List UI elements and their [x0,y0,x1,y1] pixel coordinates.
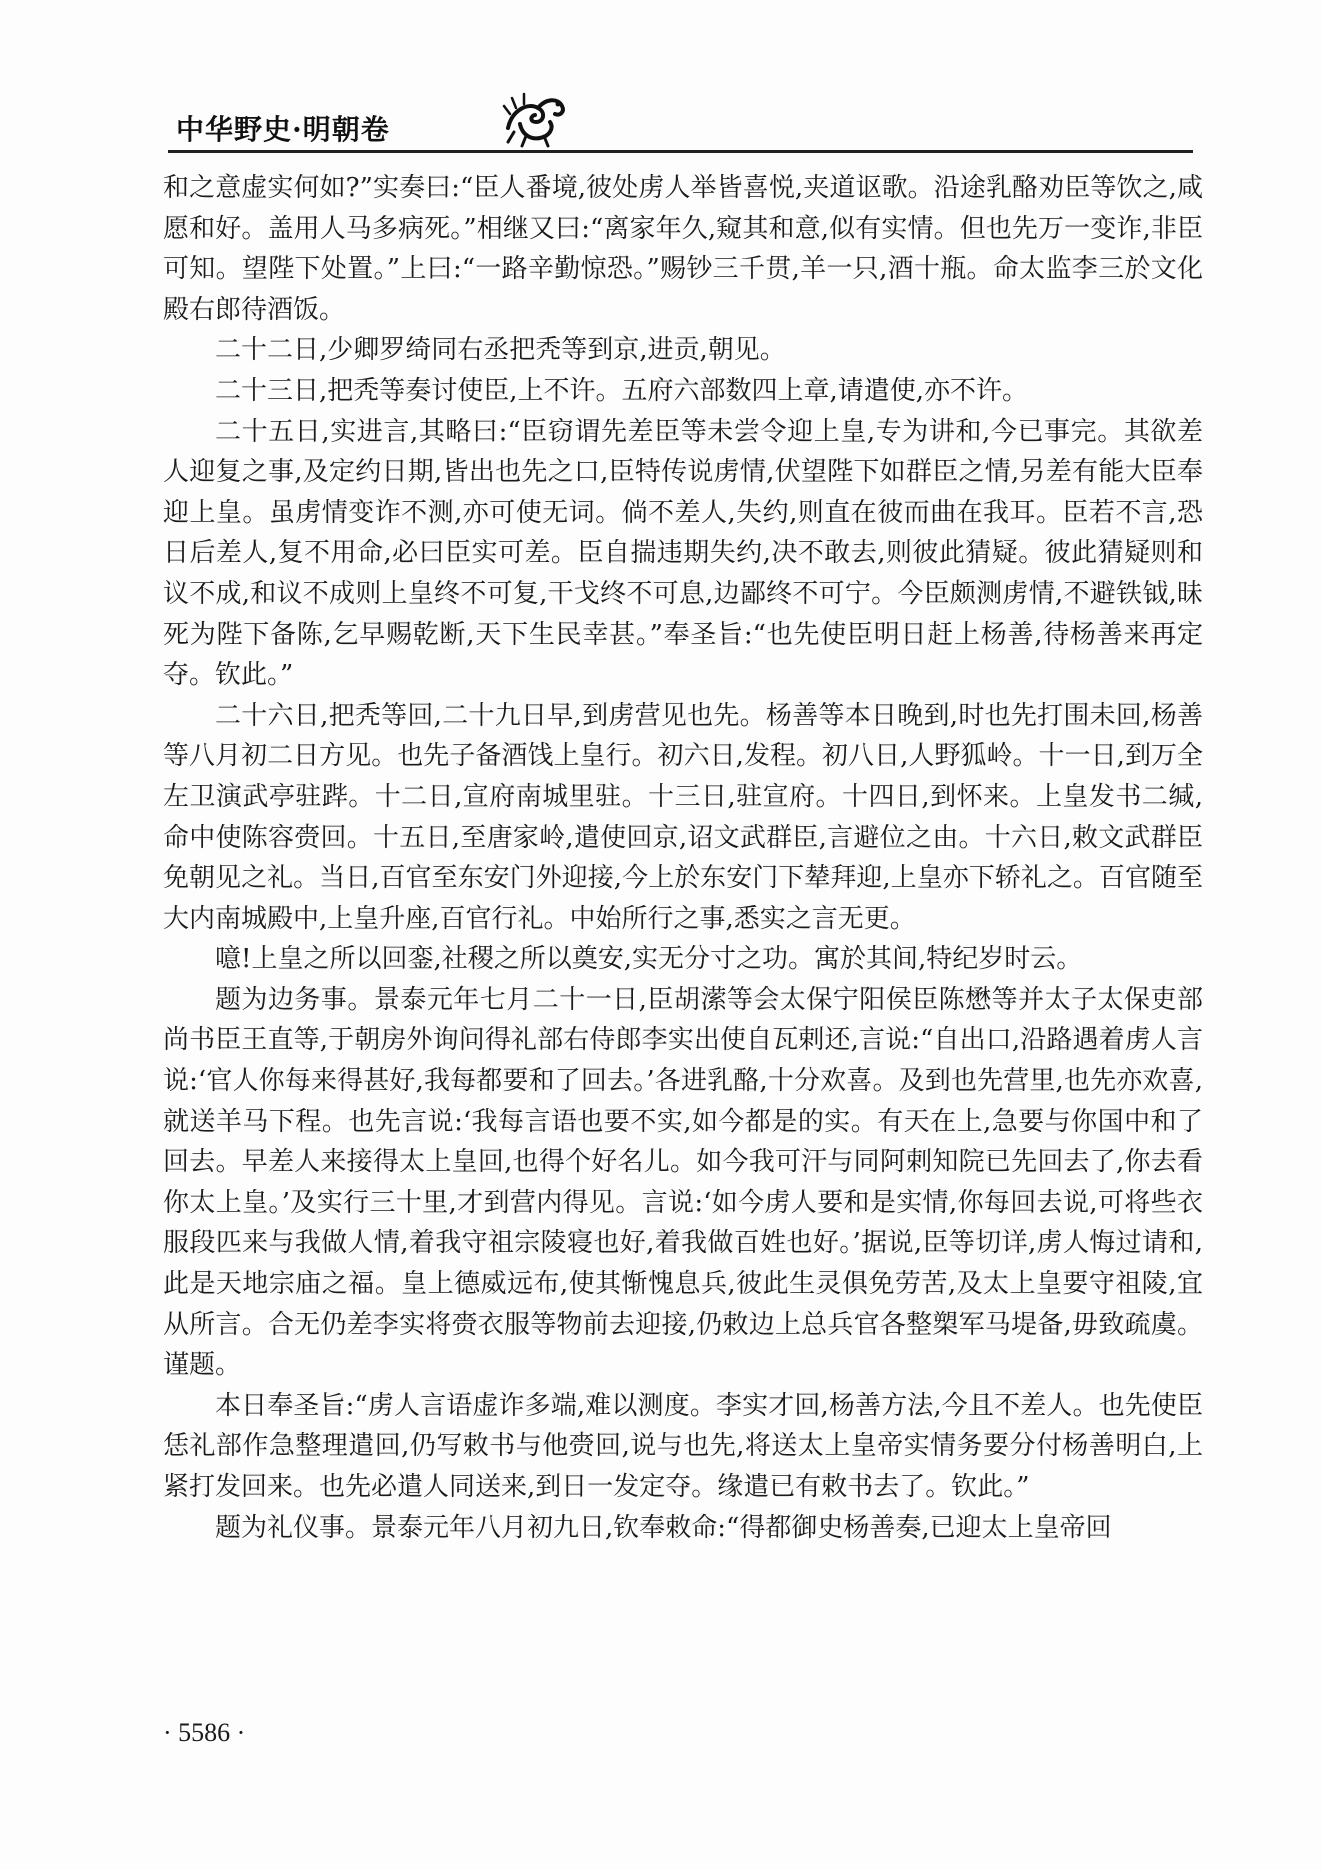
paragraph: 和之意虚实何如?”实奏曰:“臣人番境,彼处虏人举皆喜悦,夹道讴歌。沿途乳酪劝臣等饮之,咸愿和好。盖用人马多病死。”相继又曰:“离家年久,窥其和意,似有实情。但也先万一变诈,非臣可知。望陛下处置。”上曰:“一路辛勤惊恐。”赐钞三千贯,羊一只,酒十瓶。命太监李三於文化殿右郎待酒饭。 [163,173,1203,325]
page-number: · 5586 · [163,1718,246,1747]
paragraph: 二十三日,把秃等奏讨使臣,上不许。五府六部数四上章,请遣使,亦不许。 [215,375,1029,406]
paragraph: 二十二日,少卿罗绮同右丞把秃等到京,进贡,朝见。 [215,335,786,366]
header-rule [168,150,1193,153]
body-text [163,168,1203,1548]
paragraph: 噫!上皇之所以回銮,社稷之所以奠安,实无分寸之功。寓於其间,特纪岁时云。 [215,944,1083,975]
dragon-emblem-icon [500,88,570,148]
paragraph: 二十五日,实进言,其略曰:“臣窃谓先差臣等未尝令迎上皇,专为讲和,今已事完。其欲差人迎复之事,及定约日期,皆出也先之口,臣特传说虏情,伏望陛下如群臣之情,另差有能大臣奉迎上皇。虽虏情变诈不测,亦可使无词。倘不差人,失约,则直在彼而曲在我耳。臣若不言,恐日后差人,复不用命,必曰臣实可差。臣自揣违期失约,决不敢去,则彼此猜疑。彼此猜疑则和议不成,和议不成则上皇终不可复,干戈终不可息,边鄙终不可宁。今臣颇测虏情,不避铁钺,昧死为陛下备陈,乞早赐乾断,天下生民幸甚。”奉圣旨:“也先使臣明日赶上杨善,待杨善来再定夺。钦此。” [163,416,1203,691]
paragraph: 本日奉圣旨:“虏人言语虚诈多端,难以测度。李实才回,杨善方法,今且不差人。也先使臣恁礼部作急整理遣回,仍写敕书与他赍回,说与也先,将送太上皇帝实情务要分付杨善明白,上紧打发回来。也先必遣人同送来,到日一发定夺。缘遣已有敕书去了。钦此。” [163,1390,1203,1502]
series-title: 中华野史·明朝卷 [176,113,390,146]
paragraph: 二十六日,把秃等回,二十九日早,到虏营见也先。杨善等本日晚到,时也先打围未回,杨善等八月初二日方见。也先子备酒饯上皇行。初六日,发程。初八日,人野狐岭。十一日,到万全左卫演武亭驻跸。十二日,宣府南城里驻。十三日,驻宣府。十四日,到怀来。上皇发书二缄,命中使陈容赍回。十五日,至唐家岭,遣使回京,诏文武群臣,言避位之由。十六日,敕文武群臣免朝见之礼。当日,百官至东安门外迎接,今上於东安门下辇拜迎,上皇亦下轿礼之。百官随至大内南城殿中,上皇升座,百官行礼。中始所行之事,悉实之言无更。 [163,700,1203,934]
paragraph: 题为边务事。景泰元年七月二十一日,臣胡潆等会太保宁阳侯臣陈懋等并太子太保吏部尚书臣王直等,于朝房外询问得礼部右侍郎李实出使自瓦剌还,言说:“自出口,沿路遇着虏人言说:‘官人你每来得甚好,我每都要和了回去。’各进乳酪,十分欢喜。及到也先营里,也先亦欢喜,就送羊马下程。也先言说:‘我每言语也要不实,如今都是的实。有天在上,急要与你国中和了回去。早差人来接得太上皇回,也得个好名儿。如今我可汗与同阿剌知院已先回去了,你去看你太上皇。’及实行三十里,才到营内得见。言说:‘如今虏人要和是实情,你每回去说,可将些衣服段匹来与我做人情,着我守祖宗陵寝也好,着我做百姓也好。’据说,臣等切详,虏人悔过请和,此是天地宗庙之福。皇上德威远布,使其惭愧息兵,彼此生灵俱免劳苦,及太上皇要守祖陵,宜从所言。合无仍差李实将赍衣服等物前去迎接,仍敕边上总兵官各整槊军马堤备,毋致疏虞。谨题。 [163,984,1203,1381]
running-header [150,98,1190,156]
paragraph: 题为礼仪事。景泰元年八月初九日,钦奉敕命:“得都御史杨善奏,已迎太上皇帝回 [215,1512,1112,1543]
